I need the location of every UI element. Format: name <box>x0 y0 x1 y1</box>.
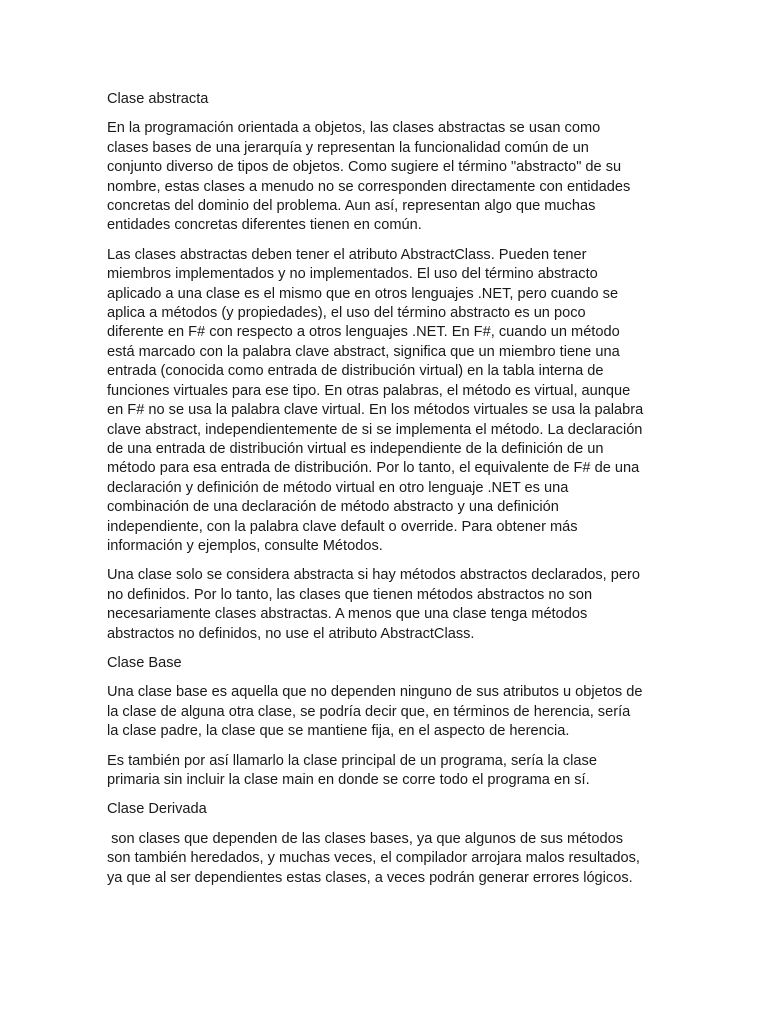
section-heading: Clase Base <box>107 654 182 671</box>
section-clase-base <box>107 654 672 790</box>
document-page <box>107 90 672 898</box>
paragraph: Una clase base es aquella que no dependen ninguno de sus atributos u objetos de la clase de alguna otra clase, se podría decir que, en términos de herencia, sería la clase padre, la clase que se mantiene fija, en el aspecto de herencia. <box>107 684 643 740</box>
section-heading: Clase abstracta <box>107 91 209 107</box>
section-heading: Clase Derivada <box>107 801 207 818</box>
paragraph: En la programación orientada a objetos, las clases abstractas se usan como clases bases de una jerarquía y representan la funcionalidad común de un conjunto diverso de tipos de objetos. Como sugiere el término "abstracto" de su nombre, estas clases a menudo no se corresponden directamente con entidades concretas del dominio del problema. Aun así, representan algo que muchas entidades concretas diferentes tienen en común. <box>107 120 631 234</box>
paragraph: son clases que dependen de las clases bases, ya que algunos de sus métodos son también heredados, y muchas veces, el compilador arrojara malos resultados, ya que al ser dependientes estas clases, a veces podrán generar errores lógicos. <box>107 830 640 886</box>
paragraph: Las clases abstractas deben tener el atributo AbstractClass. Pueden tener miembros implementados y no implementados. El uso del término abstracto aplicado a una clase es el mismo que en otros lenguajes .NET, pero cuando se aplica a métodos (y propiedades), el uso del término abstracto es un poco diferente en F# con respecto a otros lenguajes .NET. En F#, cuando un método está marcado con la palabra clave abstract, significa que un miembro tiene una entrada (conocida como entrada de distribución virtual) en la tabla interna de funciones virtuales para ese tipo. En otras palabras, el método es virtual, aunque en F# no se usa la palabra clave virtual. En los métodos virtuales se usa la palabra clave abstract, independientemente de si se implementa el método. La declaración de una entrada de distribución virtual es independiente de la definición de un método para esa entrada de distribución. Por lo tanto, el equivalente de F# de una declaración y definición de método virtual en otro lenguaje .NET es una combinación de una declaración de método abstracto y una definición independiente, con la palabra clave default o override. Para obtener más información y ejemplos, consulte Métodos. <box>107 246 644 554</box>
paragraph: Una clase solo se considera abstracta si hay métodos abstractos declarados, pero no definidos. Por lo tanto, las clases que tienen métodos abstractos no son necesariamente clases abstractas. A menos que una clase tenga métodos abstractos no definidos, no use el atributo AbstractClass. <box>107 567 640 642</box>
section-clase-derivada <box>107 800 672 888</box>
section-clase-abstracta <box>107 90 672 644</box>
paragraph: Es también por así llamarlo la clase principal de un programa, sería la clase primaria sin incluir la clase main en donde se corre todo el programa en sí. <box>107 752 597 788</box>
